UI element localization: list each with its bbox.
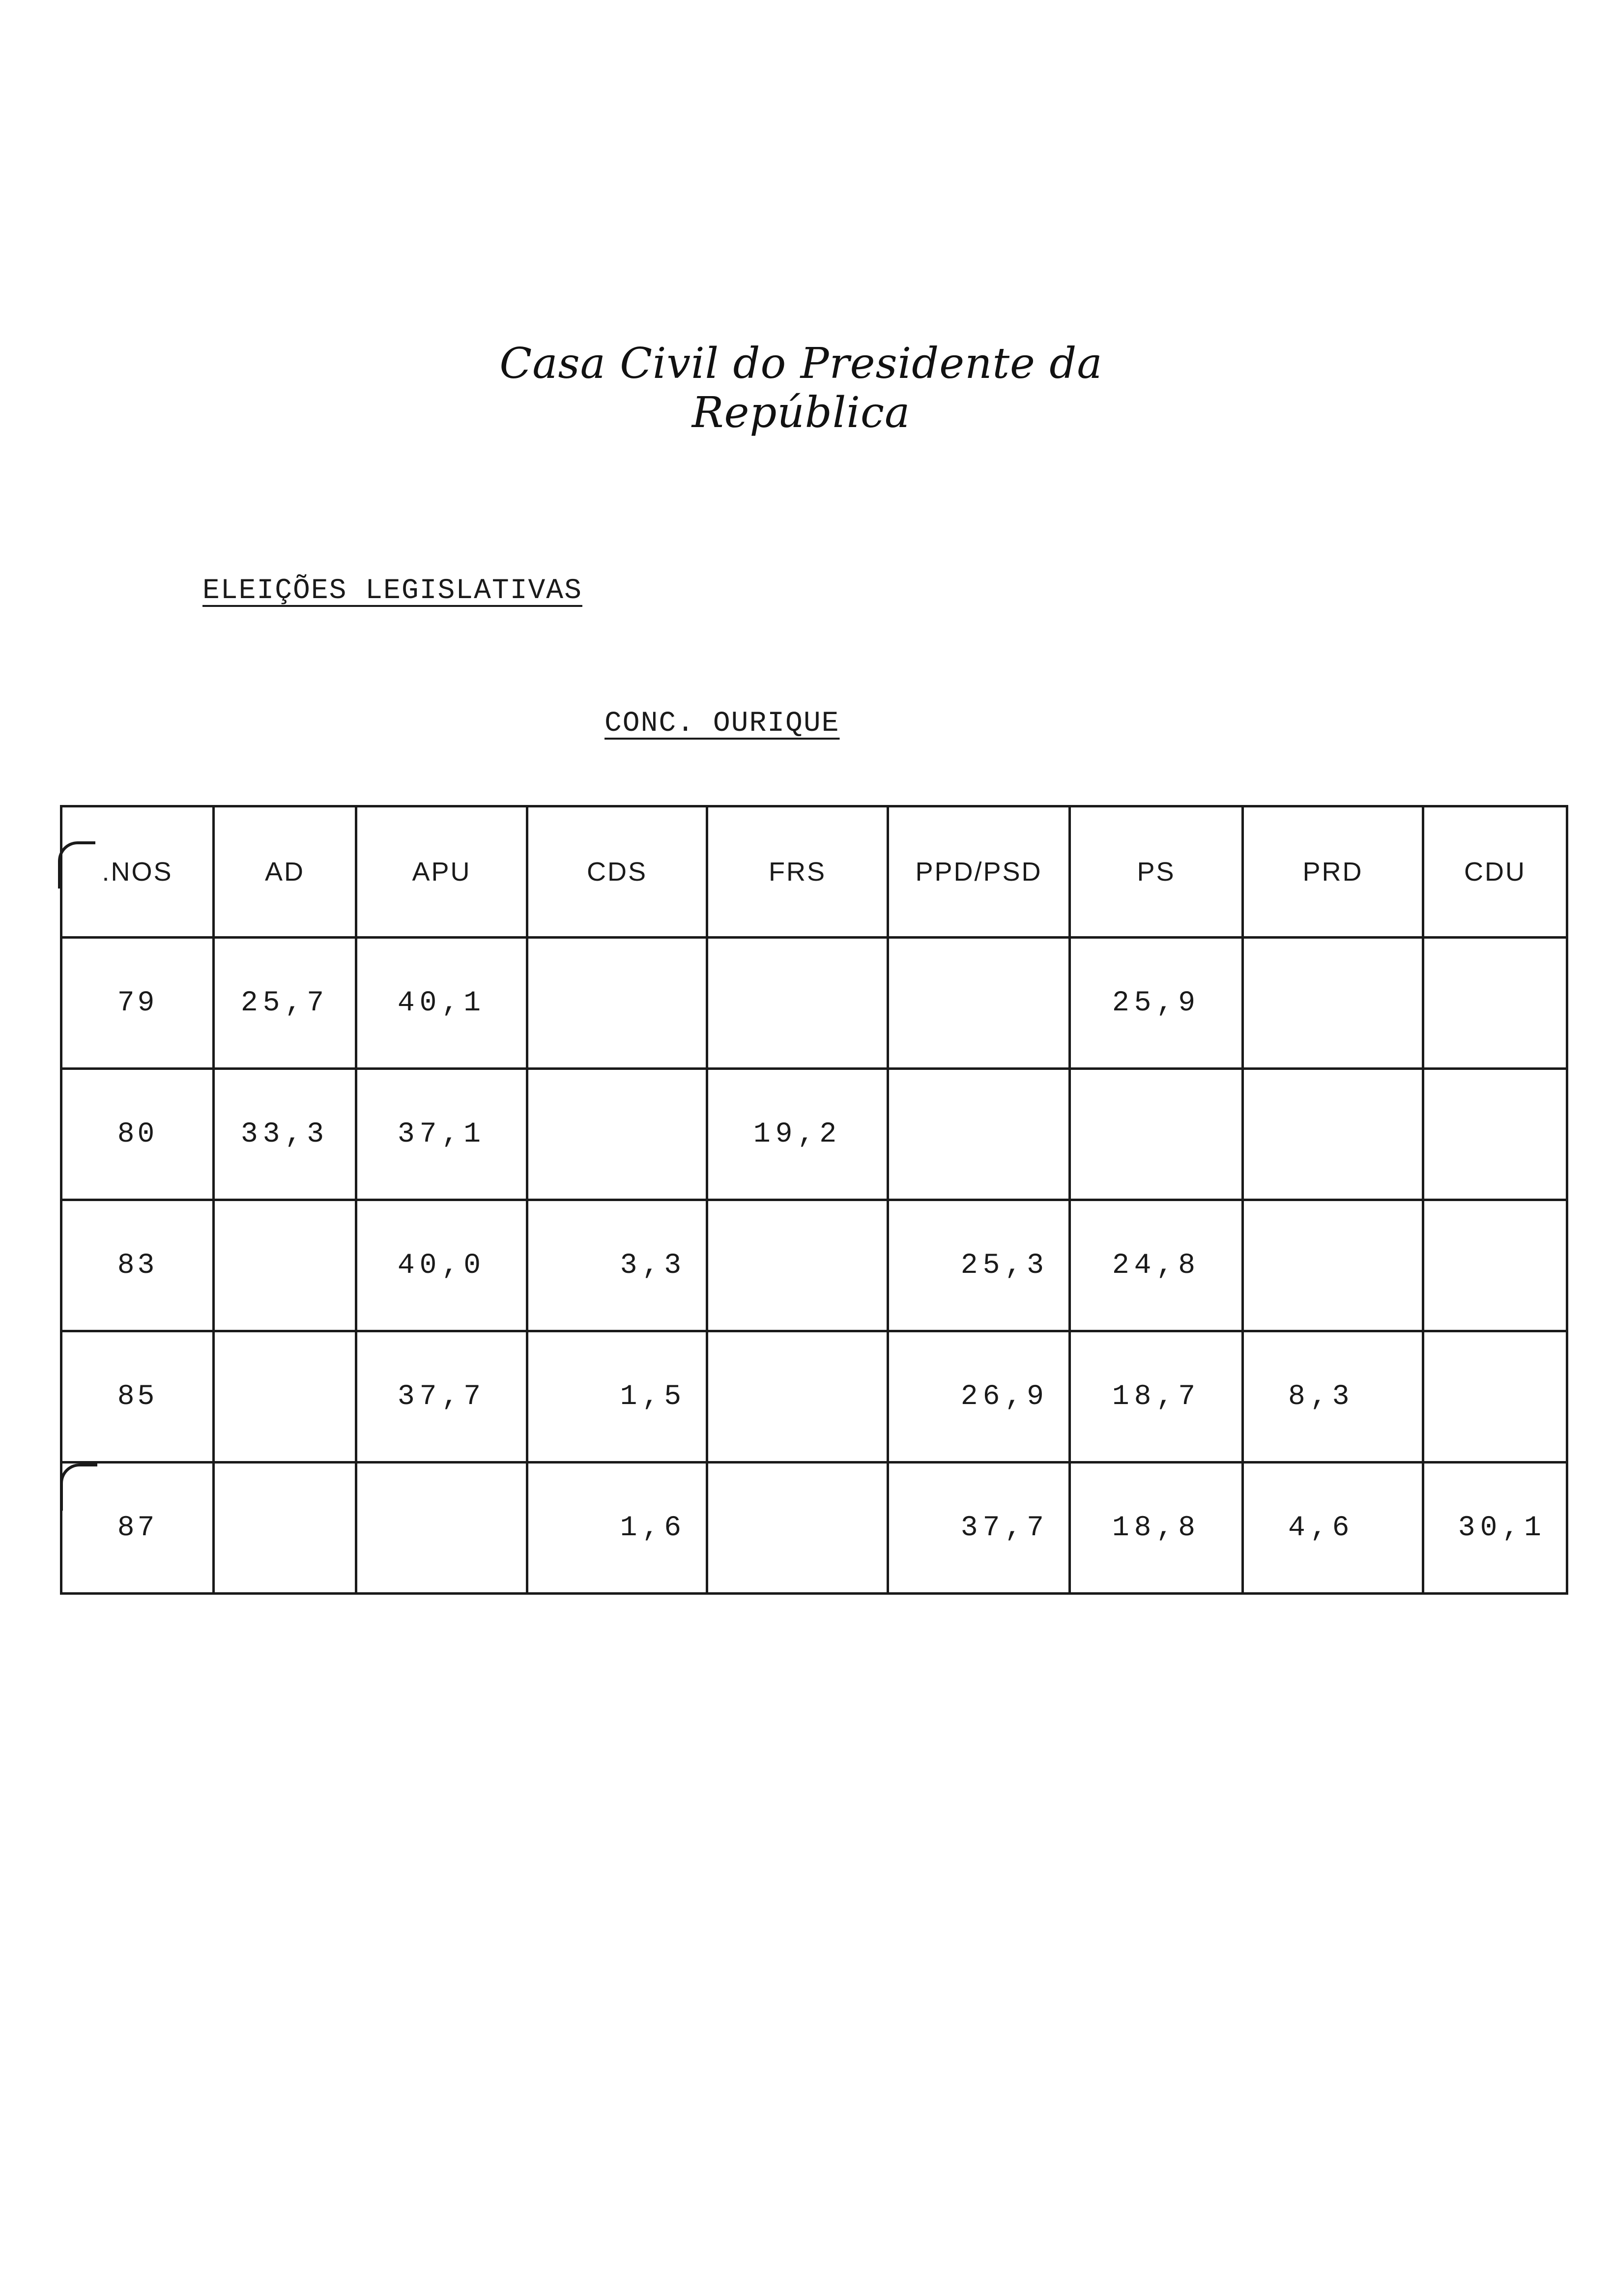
year-cell: 79 (61, 938, 214, 1069)
binder-hole-mark (60, 1464, 97, 1511)
col-header-frs: FRS (707, 806, 888, 938)
table-row (61, 1200, 1567, 1331)
table-cell (1423, 1069, 1567, 1200)
table-cell (1243, 938, 1423, 1069)
table-cell: 33,3 (214, 1069, 356, 1200)
table-cell: 26,9 (888, 1331, 1070, 1463)
document-title: ELEIÇÕES LEGISLATIVAS (202, 575, 582, 607)
year-cell: 83 (61, 1200, 214, 1331)
col-header-apu: APU (356, 806, 527, 938)
table-cell (707, 938, 888, 1069)
year-cell: 85 (61, 1331, 214, 1463)
table-cell (707, 1331, 888, 1463)
table-cell (1423, 1200, 1567, 1331)
table-cell (888, 1069, 1070, 1200)
table-cell (888, 938, 1070, 1069)
table-cell: 30,1 (1423, 1463, 1567, 1594)
table-row (61, 1331, 1567, 1463)
col-header-ps: PS (1070, 806, 1243, 938)
header-row (61, 806, 1567, 938)
table-cell: 1,6 (527, 1463, 707, 1594)
table-cell (707, 1463, 888, 1594)
table-row (61, 1069, 1567, 1200)
col-header-cdu: CDU (1423, 806, 1567, 938)
table-cell: 37,7 (356, 1331, 527, 1463)
table-row (61, 938, 1567, 1069)
table-cell: 40,1 (356, 938, 527, 1069)
letterhead: Casa Civil do Presidente da República (499, 339, 1103, 437)
binder-hole-mark (58, 841, 95, 889)
table-cell (527, 1069, 707, 1200)
table-cell (707, 1200, 888, 1331)
table-cell (1243, 1069, 1423, 1200)
table-cell (214, 1463, 356, 1594)
table-cell: 19,2 (707, 1069, 888, 1200)
col-header-cds: CDS (527, 806, 707, 938)
table-cell: 18,7 (1070, 1331, 1243, 1463)
table-cell: 18,8 (1070, 1463, 1243, 1594)
table-cell: 4,6 (1243, 1463, 1423, 1594)
table-cell (527, 938, 707, 1069)
table-cell: 3,3 (527, 1200, 707, 1331)
table-cell: 25,9 (1070, 938, 1243, 1069)
election-results-table (60, 805, 1568, 1595)
table-cell (1423, 1331, 1567, 1463)
col-header-ad: AD (214, 806, 356, 938)
table-cell (214, 1200, 356, 1331)
table-cell: 40,0 (356, 1200, 527, 1331)
table-cell: 8,3 (1243, 1331, 1423, 1463)
year-cell: 87 (61, 1463, 214, 1594)
table-cell: 25,7 (214, 938, 356, 1069)
table-cell (1423, 938, 1567, 1069)
table-cell: 37,1 (356, 1069, 527, 1200)
col-header-ppd-psd: PPD/PSD (888, 806, 1070, 938)
table-cell (1070, 1069, 1243, 1200)
table-cell: 37,7 (888, 1463, 1070, 1594)
table-cell (1243, 1200, 1423, 1331)
table-row (61, 1463, 1567, 1594)
year-cell: 80 (61, 1069, 214, 1200)
col-header-prd: PRD (1243, 806, 1423, 938)
table-cell (214, 1331, 356, 1463)
table-cell: 25,3 (888, 1200, 1070, 1331)
table-cell: 24,8 (1070, 1200, 1243, 1331)
document-subtitle: CONC. OURIQUE (604, 708, 840, 740)
col-header-anos: .NOS (61, 806, 214, 938)
table-cell (356, 1463, 527, 1594)
table-cell: 1,5 (527, 1331, 707, 1463)
